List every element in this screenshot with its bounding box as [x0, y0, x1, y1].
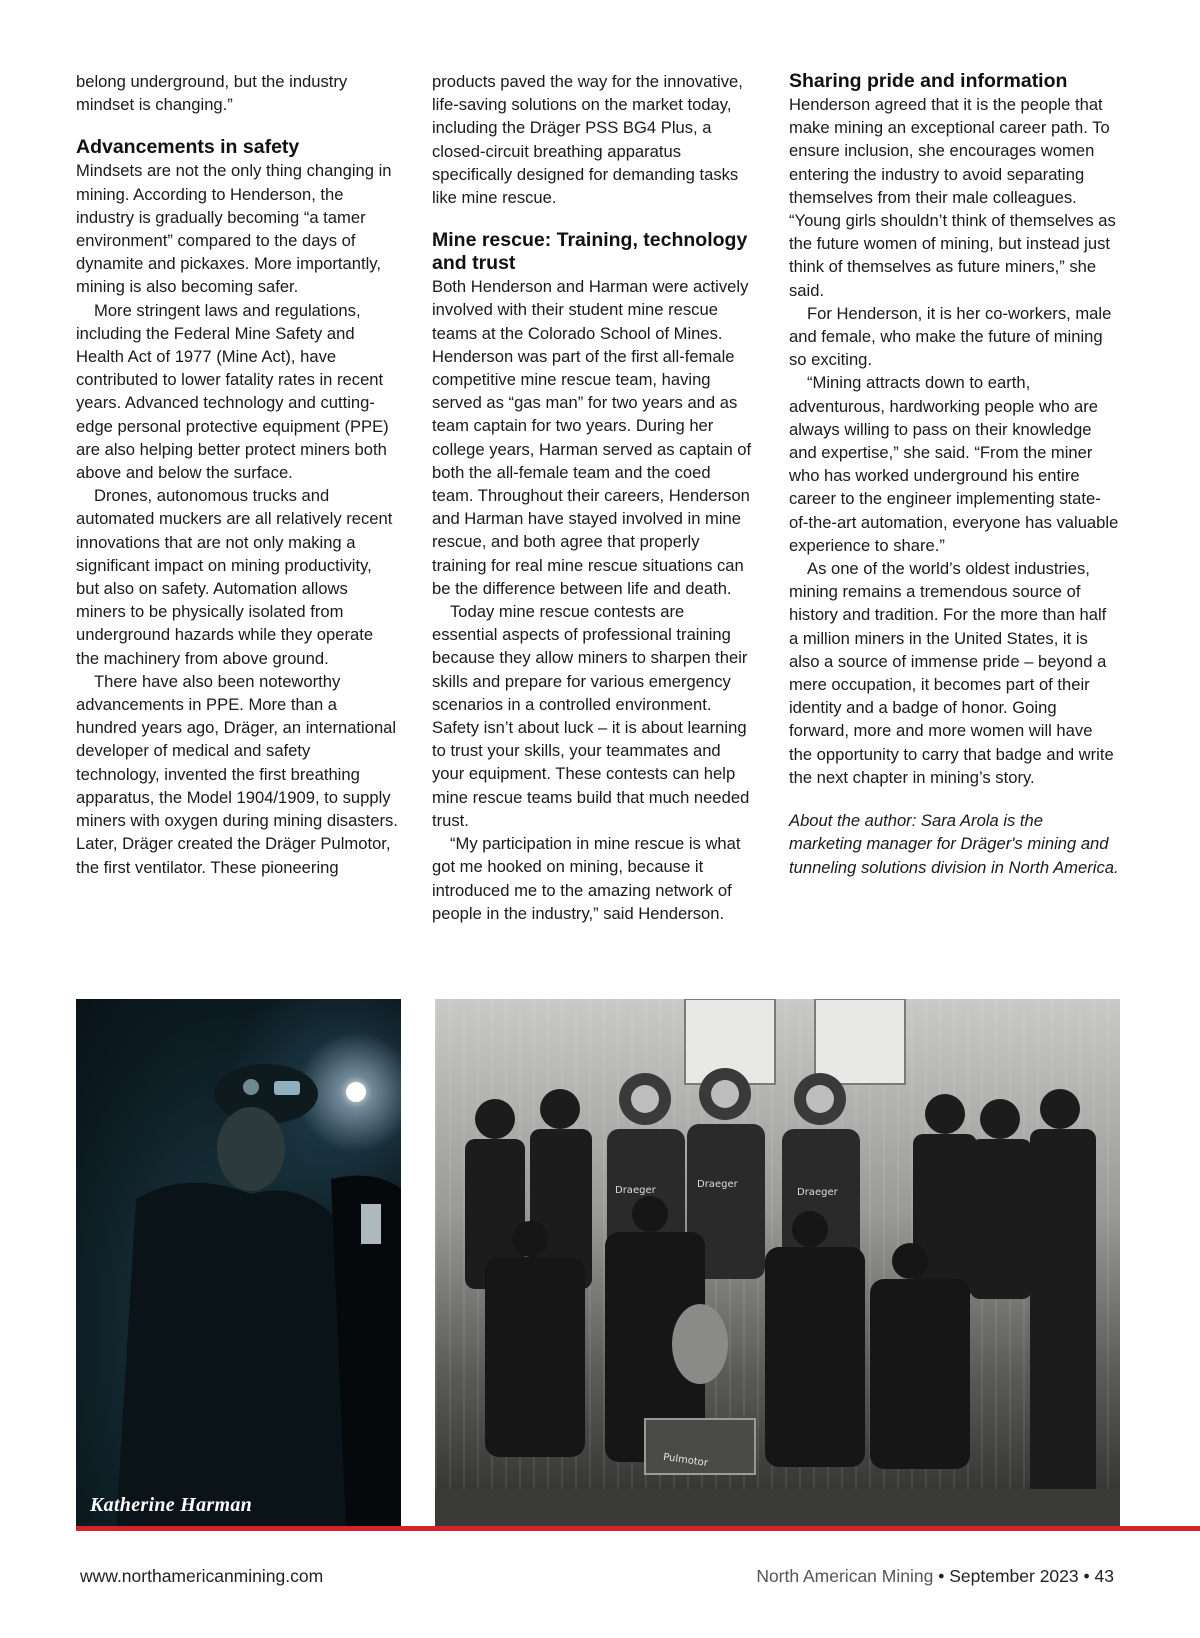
paragraph: Drones, autonomous trucks and automated muckers are all relatively recent innovations that are not only making a significant impact on mining productivity, but also on safety. Automation allows miners to be physically isolated from underground hazards while they operate the machinery from above ground.: [76, 486, 393, 668]
paragraph: products paved the way for the innovative, life-saving solutions on the market today, including the Dräger PSS BG4 Plus, a closed-circuit breathing apparatus specifically designed for demanding tasks like mine rescue.: [432, 72, 743, 208]
draeger-label: Draeger: [797, 1187, 838, 1198]
miner-silhouette-graphic: [76, 999, 401, 1527]
separator: •: [1083, 1566, 1090, 1586]
rescue-team-graphic: [435, 999, 1120, 1527]
paragraph: “My participation in mine rescue is what got me hooked on mining, because it introduced me to the amazing network of people in the industry,” said Henderson.: [432, 834, 741, 923]
author-note: About the author: Sara Arola is the marketing manager for Dräger's mining and tunneling solutions division in North America.: [789, 811, 1119, 877]
paragraph: “Mining attracts down to earth, adventurous, hardworking people who are always willing to pass on their knowledge and expertise,” she said. “From the miner who has worked underground his entire career to the engineer implementing state-of-the-art automation, everyone has valuable experience to share.”: [789, 373, 1119, 555]
section-heading-safety: Advancements in safety: [76, 136, 300, 159]
publication-name: North American Mining: [756, 1566, 934, 1586]
paragraph: Today mine rescue contests are essential aspects of professional training because they allow miners to sharpen their skills and prepare for various emergency scenarios in a controlled environment. Safety isn’t about luck – it is about learning to trust your skills, your teammates and your equipment. These contests can help mine rescue teams build that much needed trust.: [432, 602, 750, 830]
paragraph: Henderson agreed that it is the people that make mining an exceptional career path. To ensure inclusion, she encourages women entering the industry to avoid separating themselves from their male colleagues. “Young girls shouldn’t think of themselves as the future women of mining, but instead just think of themselves as future miners,” she said.: [789, 95, 1116, 300]
photo-katherine-harman: [76, 999, 401, 1527]
section-heading-mine-rescue: Mine rescue: Training, technology and trust: [432, 229, 748, 275]
issue-date: September 2023: [949, 1566, 1079, 1586]
photo-historic-rescue-team: [435, 999, 1120, 1527]
paragraph: Mindsets are not the only thing changing in mining. According to Henderson, the industry is gradually becoming “a tamer environment” compared to the days of dynamite and pickaxes. More importantly, mining is also becoming safer.: [76, 161, 392, 297]
footer-website: www.northamericanmining.com: [80, 1566, 324, 1586]
draeger-label: Draeger: [697, 1179, 738, 1190]
article-column-1: [76, 70, 398, 879]
paragraph: More stringent laws and regulations, including the Federal Mine Safety and Health Act of 1977 (Mine Act), have contributed to lower fatality rates in recent years. Advanced technology and cutting-edge personal protective equipment (PPE) are also helping better protect miners both above and below the surface.: [76, 300, 389, 483]
separator: •: [938, 1566, 945, 1586]
paragraph: Both Henderson and Harman were actively involved with their student mine rescue teams at the Colorado School of Mines. Henderson was part of the first all-female competitive mine rescue team, having served as “gas man” for two years and as team captain for two years. During her college years, Harman served as captain of both the all-female team and the coed team. Throughout their careers, Henderson and Harman have stayed involved in mine rescue, and both agree that properly training for real mine rescue situations can be the difference between life and death.: [432, 277, 752, 598]
draeger-label: Draeger: [615, 1185, 656, 1196]
paragraph: As one of the world’s oldest industries, mining remains a tremendous source of history and tradition. For the more than half a million miners in the United States, it is also a source of immense pride – beyond a mere occupation, it becomes part of their identity and a badge of honor. Going forward, more and more women will have the opportunity to carry that badge and write the next chapter in mining’s story.: [789, 559, 1114, 787]
page-number: 43: [1094, 1566, 1114, 1586]
paragraph: There have also been noteworthy advancements in PPE. More than a hundred years ago, Dräger, an international developer of medical and safety technology, invented the first breathing apparatus, the Model 1904/1909, to supply miners with oxygen during mining disasters. Later, Dräger created the Dräger Pulmotor, the first ventilator. These pioneering: [76, 671, 398, 877]
pulmotor-label: Pulmotor: [662, 1451, 709, 1470]
photo-caption: Katherine Harman: [90, 1494, 253, 1516]
footer-issue-info: [756, 1566, 1114, 1587]
article-column-2: [432, 70, 754, 925]
article-column-3: [789, 70, 1119, 879]
section-heading-pride: Sharing pride and information: [789, 70, 1068, 92]
paragraph: belong underground, but the industry mindset is changing.”: [76, 72, 348, 115]
paragraph: For Henderson, it is her co-workers, male and female, who make the future of mining so exciting.: [789, 303, 1112, 370]
red-divider-rule: [76, 1526, 1200, 1531]
